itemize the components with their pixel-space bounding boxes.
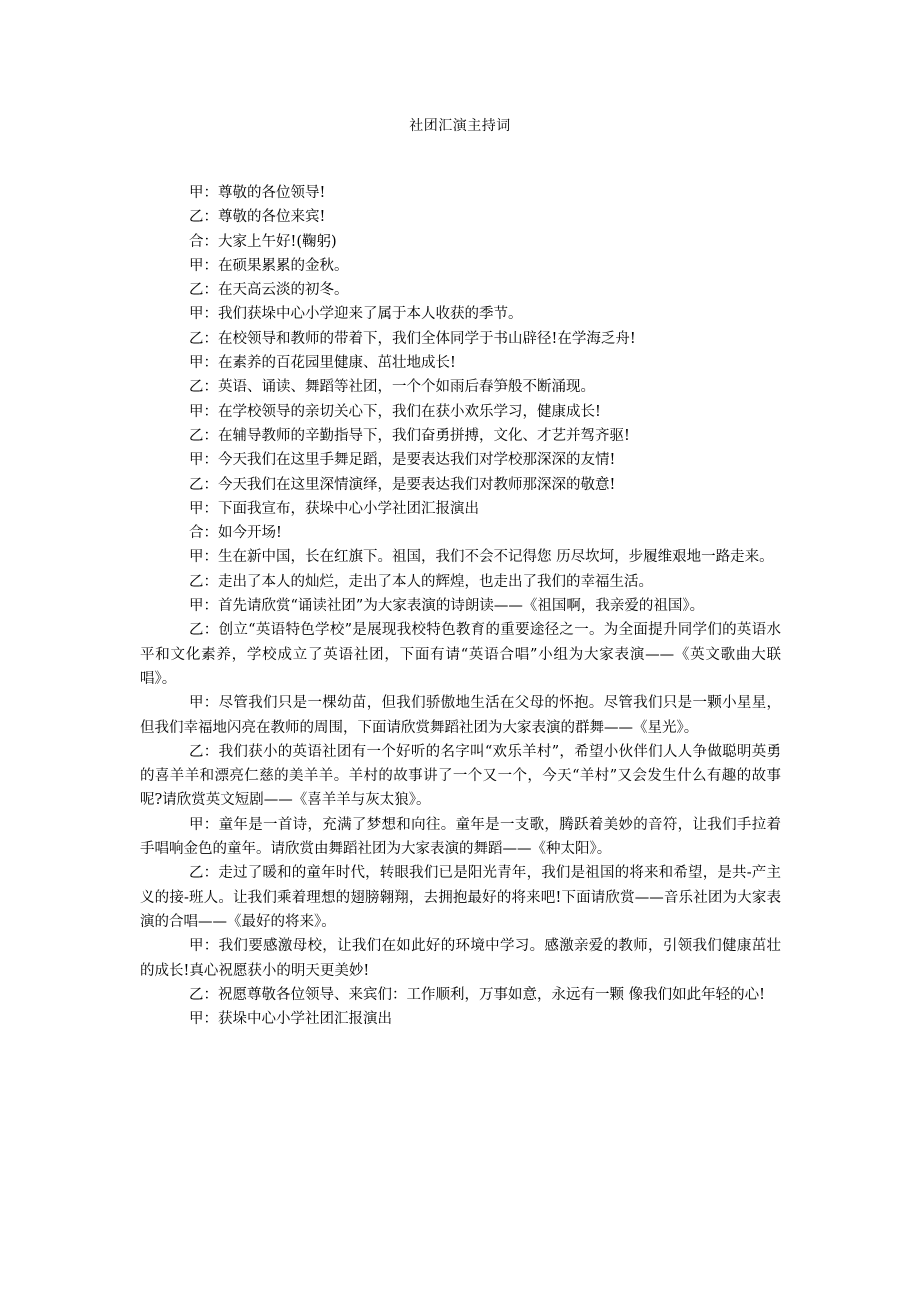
paragraph: 甲：童年是一首诗，充满了梦想和向往。童年是一支歌，腾跃着美妙的音符，让我们手拉着手唱响金色的童年。请欣赏由舞蹈社团为大家表演的舞蹈——《种太阳》。 [140, 816, 781, 858]
paragraph: 合：大家上午好!(鞠躬) [189, 233, 337, 250]
paragraph: 乙：走出了本人的灿烂，走出了本人的辉煌，也走出了我们的幸福生活。 [189, 573, 653, 590]
paragraph: 甲：今天我们在这里手舞足蹈，是要表达我们对学校那深深的友情! [189, 452, 616, 469]
paragraph: 乙：创立“英语特色学校”是展现我校特色教育的重要途径之一。为全面提升同学们的英语水平和文化素养，学校成立了英语社团，下面有请“英语合唱”小组为大家表演——《英文歌曲大联唱》。 [140, 622, 781, 687]
document-body [140, 181, 781, 1031]
paragraph: 甲：在学校领导的亲切关心下，我们在获小欢乐学习，健康成长! [189, 403, 601, 420]
paragraph: 甲：我们获垛中心小学迎来了属于本人收获的季节。 [189, 306, 523, 323]
document-title: 社团汇演主持词 [409, 118, 511, 134]
paragraph: 乙：英语、诵读、舞蹈等社团，一个个如雨后春笋般不断涌现。 [189, 379, 595, 396]
paragraph: 甲：尊敬的各位领导! [189, 185, 326, 201]
paragraph: 乙：祝愿尊敬各位领导、来宾们：工作顺利，万事如意，永远有一颗 像我们如此年轻的心! [189, 986, 765, 1003]
paragraph: 乙：走过了暖和的童年时代，转眼我们已是阳光青年，我们是祖国的将来和希望，是共-产主义的接-班人。让我们乘着理想的翅膀翱翔，去拥抱最好的将来吧!下面请欣赏——音乐社团为大家表演的合唱——《最好的将来》。 [140, 865, 781, 930]
paragraph: 乙：尊敬的各位来宾! [189, 209, 326, 226]
paragraph: 乙：在天高云淡的初冬。 [189, 282, 349, 299]
paragraph: 甲：获垛中心小学社团汇报演出 [189, 1011, 392, 1028]
paragraph: 乙：我们获小的英语社团有一个好听的名字叫“欢乐羊村”，希望小伙伴们人人争做聪明英勇的喜羊羊和漂亮仁慈的美羊羊。羊村的故事讲了一个又一个，今天“羊村”又会发生什么有趣的故事呢?请欣赏英文短剧——《喜羊羊与灰太狼》。 [140, 743, 781, 809]
paragraph: 甲：我们要感激母校，让我们在如此好的环境中学习。感激亲爱的教师，引领我们健康茁壮的成长!真心祝愿获小的明天更美妙! [140, 938, 781, 979]
paragraph: 甲：在硕果累累的金秋。 [189, 257, 349, 274]
paragraph: 乙：在校领导和教师的带着下，我们全体同学于书山辟径!在学海乏舟! [189, 330, 636, 347]
paragraph: 甲：首先请欣赏“诵读社团”为大家表演的诗朗读——《祖国啊，我亲爱的祖国》。 [189, 598, 705, 615]
paragraph: 合：如今开场! [189, 525, 282, 542]
paragraph: 甲：下面我宣布，获垛中心小学社团汇报演出 [189, 500, 479, 517]
paragraph: 甲：尽管我们只是一棵幼苗，但我们骄傲地生活在父母的怀抱。尽管我们只是一颗小星星，但我们幸福地闪亮在教师的周围，下面请欣赏舞蹈社团为大家表演的群舞——《星光》。 [140, 695, 781, 736]
paragraph: 乙：今天我们在这里深情演绎，是要表达我们对教师那深深的敬意! [189, 476, 616, 493]
paragraph: 甲：生在新中国，长在红旗下。祖国，我们不会不记得您 历尽坎坷，步履维艰地一路走来。 [189, 549, 774, 566]
paragraph: 甲：在素养的百花园里健康、茁壮地成长! [189, 355, 456, 372]
paragraph: 乙：在辅导教师的辛勤指导下，我们奋勇拼搏，文化、才艺并驾齐驱! [189, 427, 630, 444]
